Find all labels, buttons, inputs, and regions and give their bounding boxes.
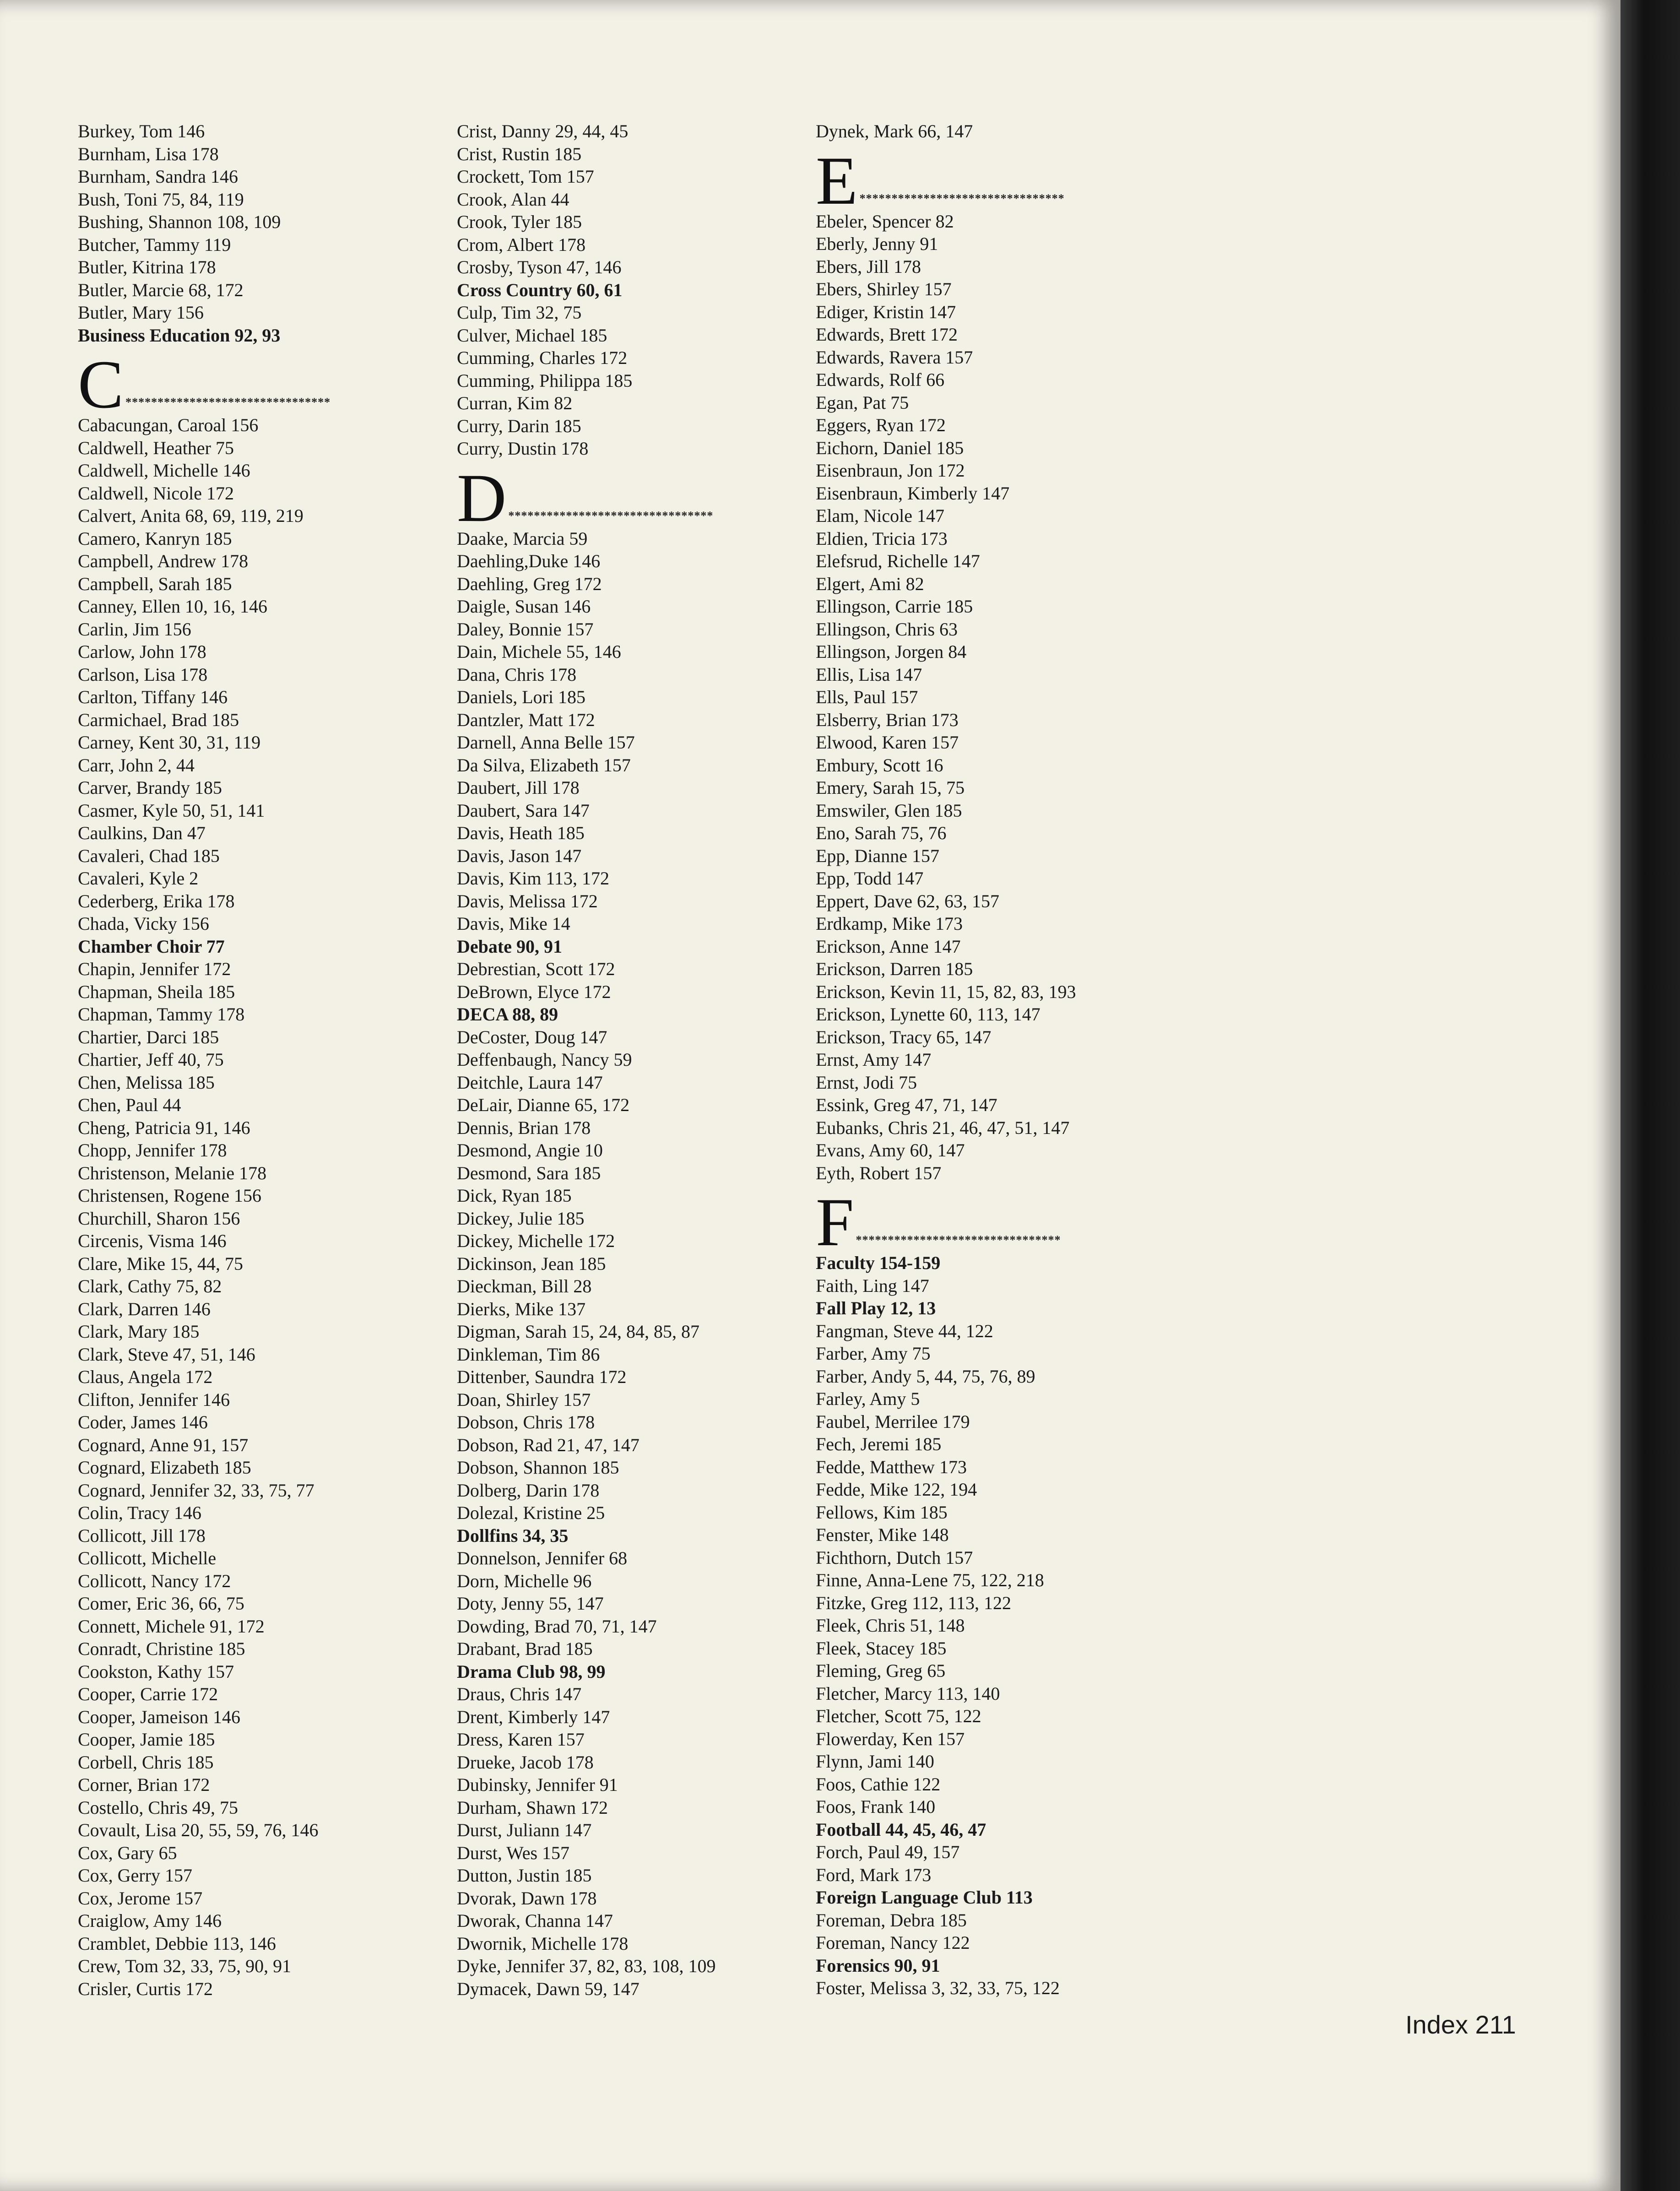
index-entry: Eisenbraun, Kimberly 147 bbox=[816, 483, 1010, 504]
index-entry: Dutton, Justin 185 bbox=[457, 1865, 592, 1886]
index-entry-topic: Chamber Choir 77 bbox=[78, 936, 225, 957]
index-entry: Claus, Angela 172 bbox=[78, 1367, 213, 1387]
index-entry: Draus, Chris 147 bbox=[457, 1684, 582, 1704]
index-entry: Darnell, Anna Belle 157 bbox=[457, 732, 635, 753]
index-entry: Erickson, Lynette 60, 113, 147 bbox=[816, 1004, 1041, 1025]
index-entry: Cabacungan, Caroal 156 bbox=[78, 415, 259, 435]
index-entry: Ernst, Amy 147 bbox=[816, 1049, 932, 1070]
index-entry: Edwards, Ravera 157 bbox=[816, 347, 973, 368]
index-entry: Cumming, Philippa 185 bbox=[457, 370, 633, 391]
index-entry-topic: Drama Club 98, 99 bbox=[457, 1661, 606, 1682]
index-entry: Dvorak, Dawn 178 bbox=[457, 1887, 597, 1909]
page-folio: Index 211 bbox=[1405, 2010, 1516, 2039]
index-entry: Doan, Shirley 157 bbox=[457, 1389, 591, 1410]
index-entry: Curry, Dustin 178 bbox=[457, 438, 589, 459]
index-entry: Fichthorn, Dutch 157 bbox=[816, 1547, 973, 1568]
index-entry: Ebers, Shirley 157 bbox=[816, 279, 952, 299]
index-entry: Curry, Darin 185 bbox=[457, 415, 581, 436]
index-entry: Crist, Danny 29, 44, 45 bbox=[457, 121, 629, 141]
index-entry: Elwood, Karen 157 bbox=[816, 732, 959, 753]
index-entry: Eldien, Tricia 173 bbox=[816, 528, 948, 549]
index-entry: Curran, Kim 82 bbox=[457, 393, 573, 413]
section-letter: C bbox=[78, 347, 124, 423]
index-entry: Elefsrud, Richelle 147 bbox=[816, 551, 980, 571]
index-entry: Carlson, Lisa 178 bbox=[78, 664, 208, 685]
index-entry-topic: Forensics 90, 91 bbox=[816, 1955, 940, 1976]
index-entry: Canney, Ellen 10, 16, 146 bbox=[78, 596, 268, 617]
index-entry: Evans, Amy 60, 147 bbox=[816, 1140, 965, 1161]
index-entry: Clark, Cathy 75, 82 bbox=[78, 1276, 222, 1296]
index-entry: Dworak, Channa 147 bbox=[457, 1910, 613, 1931]
index-entry-topic: Dollfins 34, 35 bbox=[457, 1525, 569, 1546]
index-entry: Eyth, Robert 157 bbox=[816, 1162, 942, 1183]
index-entry: Chartier, Jeff 40, 75 bbox=[78, 1049, 224, 1070]
index-column-3 bbox=[816, 120, 1076, 2000]
index-entry: Daubert, Jill 178 bbox=[457, 777, 580, 798]
index-entry: Davis, Mike 14 bbox=[457, 913, 570, 934]
section-divider-stars: ******************************** bbox=[859, 191, 1065, 205]
index-entry: Chapin, Jennifer 172 bbox=[78, 959, 231, 979]
index-entry: Fleek, Chris 51, 148 bbox=[816, 1615, 965, 1636]
index-entry: Campbell, Andrew 178 bbox=[78, 551, 249, 571]
index-entry: Cooper, Jameison 146 bbox=[78, 1706, 241, 1727]
index-entry: Campbell, Sarah 185 bbox=[78, 573, 232, 594]
index-entry: Cramblet, Debbie 113, 146 bbox=[78, 1933, 276, 1954]
index-entry: Chen, Melissa 185 bbox=[78, 1072, 215, 1093]
index-entry: Ebeler, Spencer 82 bbox=[816, 211, 954, 232]
index-entry: Elam, Nicole 147 bbox=[816, 505, 945, 526]
index-entry: Egan, Pat 75 bbox=[816, 392, 909, 413]
index-entry: DeBrown, Elyce 172 bbox=[457, 981, 611, 1002]
index-entry: Dyke, Jennifer 37, 82, 83, 108, 109 bbox=[457, 1956, 716, 1976]
section-divider-stars: ******************************** bbox=[125, 396, 331, 409]
index-entry: Bush, Toni 75, 84, 119 bbox=[78, 189, 244, 210]
index-entry: Dick, Ryan 185 bbox=[457, 1185, 572, 1206]
index-entry: Cox, Gerry 157 bbox=[78, 1865, 192, 1886]
index-entry-topic: Foreign Language Club 113 bbox=[816, 1887, 1033, 1908]
index-entry: Da Silva, Elizabeth 157 bbox=[457, 754, 631, 776]
index-entry: Durst, Juliann 147 bbox=[457, 1820, 592, 1840]
index-entry: Drueke, Jacob 178 bbox=[457, 1752, 594, 1773]
index-entry: Ells, Paul 157 bbox=[816, 687, 918, 707]
index-entry: Calvert, Anita 68, 69, 119, 219 bbox=[78, 505, 303, 526]
index-entry: Craiglow, Amy 146 bbox=[78, 1910, 222, 1931]
index-entry: Ellingson, Chris 63 bbox=[816, 618, 958, 640]
index-entry: Durham, Shawn 172 bbox=[457, 1797, 608, 1818]
index-entry: Crisler, Curtis 172 bbox=[78, 1978, 213, 1999]
index-entry: Cognard, Jennifer 32, 33, 75, 77 bbox=[78, 1480, 314, 1501]
index-entry: Butler, Mary 156 bbox=[78, 302, 204, 323]
index-column-2 bbox=[457, 120, 715, 2000]
index-entry: Erickson, Kevin 11, 15, 82, 83, 193 bbox=[816, 981, 1076, 1002]
index-entry: Collicott, Jill 178 bbox=[78, 1525, 206, 1546]
index-entry: Butler, Kitrina 178 bbox=[78, 257, 216, 277]
index-entry: Essink, Greg 47, 71, 147 bbox=[816, 1095, 997, 1115]
index-entry: Doty, Jenny 55, 147 bbox=[457, 1593, 604, 1614]
index-entry: Farber, Andy 5, 44, 75, 76, 89 bbox=[816, 1366, 1035, 1387]
index-entry: Daigle, Susan 146 bbox=[457, 596, 591, 617]
index-entry: Chopp, Jennifer 178 bbox=[78, 1140, 227, 1161]
index-entry: Edwards, Rolf 66 bbox=[816, 369, 945, 390]
index-entry: Fleek, Stacey 185 bbox=[816, 1638, 947, 1659]
index-entry: Erickson, Darren 185 bbox=[816, 959, 973, 979]
index-entry: Embury, Scott 16 bbox=[816, 754, 943, 776]
index-entry: Crook, Alan 44 bbox=[457, 189, 569, 210]
index-entry: Crosby, Tyson 47, 146 bbox=[457, 257, 622, 277]
index-entry: Cooper, Carrie 172 bbox=[78, 1684, 218, 1704]
index-entry: Dobson, Chris 178 bbox=[457, 1412, 595, 1432]
index-entry: Crew, Tom 32, 33, 75, 90, 91 bbox=[78, 1956, 292, 1976]
index-entry: Clare, Mike 15, 44, 75 bbox=[78, 1253, 244, 1274]
index-entry: Churchill, Sharon 156 bbox=[78, 1208, 240, 1229]
index-entry: Colin, Tracy 146 bbox=[78, 1502, 202, 1523]
index-entry: Flynn, Jami 140 bbox=[816, 1751, 934, 1772]
index-entry: Foster, Melissa 3, 32, 33, 75, 122 bbox=[816, 1978, 1060, 1998]
index-entry: Burnham, Sandra 146 bbox=[78, 166, 238, 187]
index-entry: Daehling, Greg 172 bbox=[457, 573, 602, 594]
index-entry: Ford, Mark 173 bbox=[816, 1864, 932, 1885]
entries-group bbox=[457, 120, 715, 460]
index-entry: Burkey, Tom 146 bbox=[78, 121, 205, 141]
index-entry: Comer, Eric 36, 66, 75 bbox=[78, 1593, 244, 1614]
index-entry: Elsberry, Brian 173 bbox=[816, 709, 959, 730]
index-entry: Eno, Sarah 75, 76 bbox=[816, 823, 947, 843]
index-entry: Dymacek, Dawn 59, 147 bbox=[457, 1978, 639, 1999]
section-divider-stars: ******************************** bbox=[856, 1233, 1061, 1247]
index-entry: Dickey, Michelle 172 bbox=[457, 1231, 615, 1251]
index-entry: Ellingson, Jorgen 84 bbox=[816, 641, 967, 662]
index-entry: Clifton, Jennifer 146 bbox=[78, 1389, 230, 1410]
index-entry: Clark, Darren 146 bbox=[78, 1298, 211, 1319]
index-entry: Dennis, Brian 178 bbox=[457, 1117, 591, 1138]
index-entry: Dantzler, Matt 172 bbox=[457, 709, 595, 730]
index-entry: Davis, Melissa 172 bbox=[457, 890, 598, 911]
index-entry: Ellingson, Carrie 185 bbox=[816, 596, 973, 617]
index-entry: Ernst, Jodi 75 bbox=[816, 1072, 917, 1093]
index-entry: Cognard, Elizabeth 185 bbox=[78, 1457, 251, 1478]
index-entry: Eppert, Dave 62, 63, 157 bbox=[816, 890, 1000, 911]
index-entry: Durst, Wes 157 bbox=[457, 1842, 570, 1863]
index-entry: Clark, Mary 185 bbox=[78, 1321, 200, 1342]
entries-group bbox=[78, 414, 331, 2000]
index-entry: Christenson, Melanie 178 bbox=[78, 1162, 267, 1183]
section-letter: E bbox=[816, 142, 858, 219]
index-entry: Butcher, Tammy 119 bbox=[78, 234, 231, 255]
index-entry: Davis, Jason 147 bbox=[457, 845, 582, 866]
index-entry: Connett, Michele 91, 172 bbox=[78, 1616, 265, 1637]
index-entry: Dickey, Julie 185 bbox=[457, 1208, 585, 1229]
index-entry: Foos, Frank 140 bbox=[816, 1796, 936, 1817]
index-entry: Fedde, Matthew 173 bbox=[816, 1456, 967, 1477]
index-entry: Fech, Jeremi 185 bbox=[816, 1434, 942, 1454]
index-entry: Fleming, Greg 65 bbox=[816, 1660, 946, 1681]
index-entry: Epp, Todd 147 bbox=[816, 868, 924, 889]
index-entry: Chada, Vicky 156 bbox=[78, 913, 209, 934]
index-entry: Dolezal, Kristine 25 bbox=[457, 1502, 605, 1523]
index-entry: Eisenbraun, Jon 172 bbox=[816, 460, 965, 481]
index-entry: Daley, Bonnie 157 bbox=[457, 618, 594, 640]
section-divider-stars: ******************************** bbox=[508, 509, 714, 522]
index-entry: Fedde, Mike 122, 194 bbox=[816, 1479, 977, 1500]
index-entry: Dobson, Shannon 185 bbox=[457, 1457, 619, 1478]
index-entry: Cooper, Jamie 185 bbox=[78, 1729, 215, 1750]
section-header-d bbox=[457, 460, 715, 536]
index-entry: Debrestian, Scott 172 bbox=[457, 959, 615, 979]
index-entry: Davis, Heath 185 bbox=[457, 823, 585, 843]
index-entry: Dress, Karen 157 bbox=[457, 1729, 585, 1750]
index-entry: Fitzke, Greg 112, 113, 122 bbox=[816, 1592, 1011, 1613]
index-entry: Dubinsky, Jennifer 91 bbox=[457, 1774, 618, 1795]
index-entry: Cox, Jerome 157 bbox=[78, 1887, 203, 1909]
index-entry: Crook, Tyler 185 bbox=[457, 212, 582, 232]
index-entry: Foos, Cathie 122 bbox=[816, 1773, 941, 1795]
index-entry-topic: Cross Country 60, 61 bbox=[457, 279, 623, 300]
index-entry: Culp, Tim 32, 75 bbox=[457, 302, 582, 323]
index-column-1 bbox=[78, 120, 331, 2000]
index-entry: Emery, Sarah 15, 75 bbox=[816, 777, 965, 798]
index-entry: Carver, Brandy 185 bbox=[78, 777, 222, 798]
index-entry: Forch, Paul 49, 157 bbox=[816, 1842, 960, 1862]
index-entry: Conradt, Christine 185 bbox=[78, 1638, 245, 1659]
index-entry: Cookston, Kathy 157 bbox=[78, 1661, 234, 1682]
index-entry: Eubanks, Chris 21, 46, 47, 51, 147 bbox=[816, 1117, 1070, 1138]
index-entry: Eichorn, Daniel 185 bbox=[816, 437, 964, 458]
index-entry: Cognard, Anne 91, 157 bbox=[78, 1434, 249, 1455]
index-entry: Casmer, Kyle 50, 51, 141 bbox=[78, 800, 265, 821]
index-entry: Cumming, Charles 172 bbox=[457, 347, 628, 368]
entries-group bbox=[816, 210, 1076, 1185]
index-entry: Fangman, Steve 44, 122 bbox=[816, 1320, 993, 1341]
index-entry: Farley, Amy 5 bbox=[816, 1388, 920, 1409]
index-entry: Dickinson, Jean 185 bbox=[457, 1253, 606, 1274]
index-entry: Chen, Paul 44 bbox=[78, 1095, 181, 1115]
index-entry: DeLair, Dianne 65, 172 bbox=[457, 1095, 630, 1115]
section-header-f bbox=[816, 1184, 1076, 1260]
index-entry: Carmichael, Brad 185 bbox=[78, 709, 239, 730]
index-entry: Coder, James 146 bbox=[78, 1412, 208, 1432]
index-entry: Faubel, Merrilee 179 bbox=[816, 1411, 970, 1432]
index-entry: Dorn, Michelle 96 bbox=[457, 1570, 592, 1591]
index-entry: Caldwell, Heather 75 bbox=[78, 437, 234, 458]
index-entry: Erickson, Tracy 65, 147 bbox=[816, 1026, 992, 1047]
index-entry: Dolberg, Darin 178 bbox=[457, 1480, 600, 1501]
index-entry: Carney, Kent 30, 31, 119 bbox=[78, 732, 261, 753]
index-entry: Ebers, Jill 178 bbox=[816, 256, 921, 277]
entries-group bbox=[78, 120, 331, 347]
index-entry: Foreman, Nancy 122 bbox=[816, 1932, 970, 1953]
index-entry: Donnelson, Jennifer 68 bbox=[457, 1548, 628, 1568]
index-entry: Crockett, Tom 157 bbox=[457, 166, 594, 187]
index-entry-topic: DECA 88, 89 bbox=[457, 1004, 558, 1025]
index-entry: Dierks, Mike 137 bbox=[457, 1298, 586, 1319]
index-entry: Costello, Chris 49, 75 bbox=[78, 1797, 238, 1818]
index-entry: Eggers, Ryan 172 bbox=[816, 415, 946, 435]
section-letter: D bbox=[457, 460, 507, 536]
section-header-c bbox=[78, 347, 331, 423]
index-entry: Erdkamp, Mike 173 bbox=[816, 913, 963, 934]
entries-group bbox=[816, 120, 1076, 143]
index-entry: Fletcher, Marcy 113, 140 bbox=[816, 1683, 1000, 1704]
section-letter: F bbox=[816, 1184, 854, 1260]
index-entry: Daehling,Duke 146 bbox=[457, 551, 601, 571]
index-entry: Covault, Lisa 20, 55, 59, 76, 146 bbox=[78, 1820, 319, 1840]
index-entry: Daubert, Sara 147 bbox=[457, 800, 590, 821]
index-entry: Crist, Rustin 185 bbox=[457, 143, 582, 164]
index-entry: Dwornik, Michelle 178 bbox=[457, 1933, 629, 1954]
index-entry: Eberly, Jenny 91 bbox=[816, 233, 938, 254]
index-entry: Cederberg, Erika 178 bbox=[78, 890, 235, 911]
index-entry: Carlin, Jim 156 bbox=[78, 618, 191, 640]
index-entry: Burnham, Lisa 178 bbox=[78, 143, 219, 164]
index-entry: Cavaleri, Kyle 2 bbox=[78, 868, 199, 889]
index-entry: Dinkleman, Tim 86 bbox=[457, 1344, 600, 1365]
index-entry: Dynek, Mark 66, 147 bbox=[816, 121, 973, 141]
index-entry: Ediger, Kristin 147 bbox=[816, 301, 956, 322]
index-entry: Carr, John 2, 44 bbox=[78, 754, 195, 776]
index-entry: Davis, Kim 113, 172 bbox=[457, 868, 609, 889]
index-entry: Carlton, Tiffany 146 bbox=[78, 687, 228, 707]
index-entry: Chapman, Tammy 178 bbox=[78, 1004, 245, 1025]
index-entry: Deffenbaugh, Nancy 59 bbox=[457, 1049, 632, 1070]
book-binding-edge bbox=[1620, 0, 1680, 2191]
index-entry: Circenis, Visma 146 bbox=[78, 1231, 227, 1251]
index-entry-topic: Fall Play 12, 13 bbox=[816, 1298, 936, 1318]
index-entry: Butler, Marcie 68, 172 bbox=[78, 279, 244, 300]
index-entry: Camero, Kanryn 185 bbox=[78, 528, 232, 549]
index-entry-topic: Football 44, 45, 46, 47 bbox=[816, 1819, 986, 1840]
index-entry: Erickson, Anne 147 bbox=[816, 936, 961, 957]
index-entry: Crom, Albert 178 bbox=[457, 234, 586, 255]
index-entry: Caldwell, Michelle 146 bbox=[78, 460, 250, 481]
index-entry: Fenster, Mike 148 bbox=[816, 1524, 949, 1545]
index-entry: Corbell, Chris 185 bbox=[78, 1752, 214, 1773]
index-entry: Dittenber, Saundra 172 bbox=[457, 1367, 627, 1387]
index-entry-topic: Debate 90, 91 bbox=[457, 936, 562, 957]
index-entry: Elgert, Ami 82 bbox=[816, 573, 924, 594]
index-entry: Emswiler, Glen 185 bbox=[816, 800, 962, 821]
index-entry: Fellows, Kim 185 bbox=[816, 1502, 948, 1523]
index-entry: Collicott, Michelle bbox=[78, 1548, 217, 1568]
index-entry: Faith, Ling 147 bbox=[816, 1275, 929, 1296]
index-entry: Carlow, John 178 bbox=[78, 641, 206, 662]
index-entry: Desmond, Sara 185 bbox=[457, 1162, 601, 1183]
index-entry: Corner, Brian 172 bbox=[78, 1774, 210, 1795]
index-entry: Desmond, Angie 10 bbox=[457, 1140, 603, 1161]
index-entry: DeCoster, Doug 147 bbox=[457, 1026, 607, 1047]
entries-group bbox=[457, 527, 715, 2001]
index-entry: Drent, Kimberly 147 bbox=[457, 1706, 610, 1727]
index-entry: Finne, Anna-Lene 75, 122, 218 bbox=[816, 1570, 1044, 1590]
section-header-e bbox=[816, 142, 1076, 219]
index-entry: Ellis, Lisa 147 bbox=[816, 664, 922, 685]
index-entry: Chapman, Sheila 185 bbox=[78, 981, 235, 1002]
index-entry: Bushing, Shannon 108, 109 bbox=[78, 212, 281, 232]
index-entry: Foreman, Debra 185 bbox=[816, 1909, 967, 1931]
index-entry: Caulkins, Dan 47 bbox=[78, 823, 206, 843]
index-entry: Deitchle, Laura 147 bbox=[457, 1072, 603, 1093]
index-entry: Collicott, Nancy 172 bbox=[78, 1570, 231, 1591]
index-entry: Caldwell, Nicole 172 bbox=[78, 483, 234, 504]
index-entry: Dowding, Brad 70, 71, 147 bbox=[457, 1616, 657, 1637]
index-entry: Cheng, Patricia 91, 146 bbox=[78, 1117, 250, 1138]
index-entry: Digman, Sarah 15, 24, 84, 85, 87 bbox=[457, 1321, 699, 1342]
index-entry: Fletcher, Scott 75, 122 bbox=[816, 1706, 981, 1726]
index-entry: Dana, Chris 178 bbox=[457, 664, 577, 685]
index-entry: Dobson, Rad 21, 47, 147 bbox=[457, 1434, 639, 1455]
index-entry: Daniels, Lori 185 bbox=[457, 687, 586, 707]
index-entry: Flowerday, Ken 157 bbox=[816, 1728, 965, 1749]
index-entry: Daake, Marcia 59 bbox=[457, 528, 588, 549]
index-entry: Farber, Amy 75 bbox=[816, 1343, 931, 1364]
index-entry: Dieckman, Bill 28 bbox=[457, 1276, 592, 1296]
index-entry-topic: Business Education 92, 93 bbox=[78, 325, 281, 346]
index-entry: Cavaleri, Chad 185 bbox=[78, 845, 220, 866]
index-entry: Epp, Dianne 157 bbox=[816, 845, 939, 866]
index-entry-topic: Faculty 154-159 bbox=[816, 1253, 941, 1273]
entries-group bbox=[816, 1252, 1076, 2000]
index-entry: Clark, Steve 47, 51, 146 bbox=[78, 1344, 255, 1365]
index-entry: Chartier, Darci 185 bbox=[78, 1026, 219, 1047]
index-entry: Christensen, Rogene 156 bbox=[78, 1185, 262, 1206]
index-entry: Cox, Gary 65 bbox=[78, 1842, 177, 1863]
index-entry: Drabant, Brad 185 bbox=[457, 1638, 593, 1659]
index-entry: Dain, Michele 55, 146 bbox=[457, 641, 621, 662]
index-entry: Edwards, Brett 172 bbox=[816, 324, 958, 345]
index-entry: Culver, Michael 185 bbox=[457, 325, 607, 346]
